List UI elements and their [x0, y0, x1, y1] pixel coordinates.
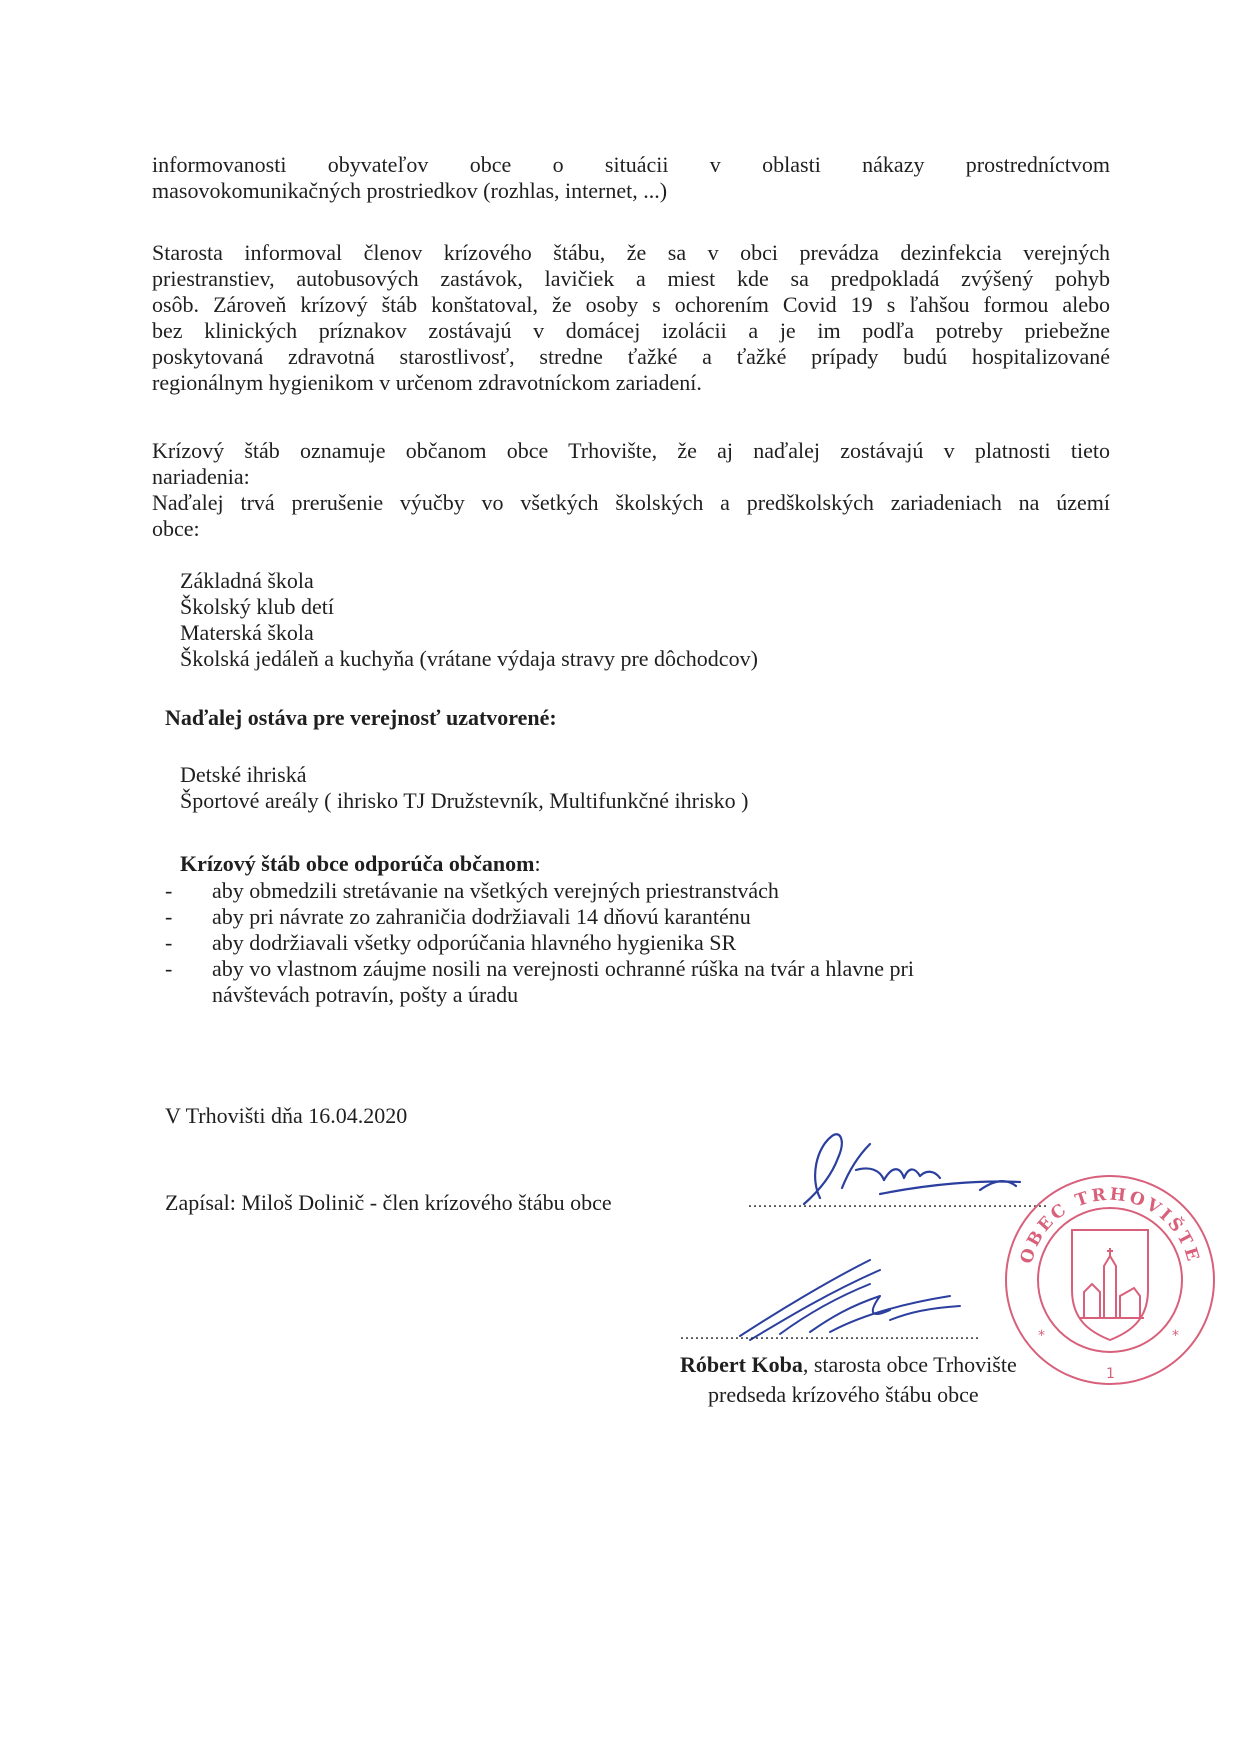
text-line: osôb. Zároveň krízový štáb konštatoval, že osoby s ochorením Covid 19 s ľahšou formou alebo — [152, 292, 1110, 317]
list-item — [165, 930, 1115, 956]
text-line: masovokomunikačných prostriedkov (rozhlas, internet, ...) — [152, 178, 668, 203]
list-item — [165, 956, 1115, 1008]
dotted-line: ............................................................ — [748, 1194, 1048, 1211]
recommend-heading-colon: : — [534, 851, 541, 876]
school-list — [180, 568, 1080, 672]
recommendation-list — [165, 878, 1115, 1008]
list-item — [165, 878, 1115, 904]
closed-list — [180, 762, 1080, 814]
text-line: priestranstiev, autobusových zastávok, lavičiek a miest kde sa predpokladá zvýšený pohyb — [152, 266, 1110, 291]
paragraph-disinfection — [152, 240, 1110, 396]
list-item-text: aby pri návrate zo zahraničia dodržiavali 14 dňovú karanténu — [212, 904, 751, 929]
list-item: Školská jedáleň a kuchyňa (vrátane výdaja stravy pre dôchodcov) — [180, 646, 758, 671]
text-line: regionálnym hygienikom v určenom zdravotníckom zariadení. — [152, 370, 702, 395]
text-line: Naďalej trvá prerušenie výučby vo všetkých školských a predškolských zariadeniach na území — [152, 490, 1110, 515]
recommend-heading — [180, 851, 1080, 877]
bullet-dash: - — [165, 930, 173, 955]
official-stamp — [1000, 1170, 1220, 1390]
recorder-line: Zapísal: Miloš Dolinič - člen krízového štábu obce — [165, 1190, 612, 1215]
mayor-role: predseda krízového štábu obce — [708, 1382, 979, 1407]
dotted-line: ............................................................ — [680, 1326, 980, 1343]
text-line: obce: — [152, 516, 200, 541]
list-item: Detské ihriská — [180, 762, 307, 787]
svg-text:1: 1 — [1106, 1366, 1115, 1382]
bullet-dash: - — [165, 904, 173, 929]
recommend-heading-text: Krízový štáb obce odporúča občanom — [180, 851, 535, 876]
bullet-dash: - — [165, 878, 173, 903]
text-line: bez klinických príznakov zostávajú v domácej izolácii a je im podľa potreby priebežne — [152, 318, 1110, 343]
text-line: poskytovaná zdravotná starostlivosť, stredne ťažké a ťažké prípady budú hospitalizované — [152, 344, 1110, 369]
svg-text:*: * — [1172, 1328, 1179, 1344]
svg-text:*: * — [1038, 1328, 1045, 1344]
closed-heading: Naďalej ostáva pre verejnosť uzatvorené: — [165, 705, 557, 730]
list-item: Materská škola — [180, 620, 314, 645]
bullet-dash: - — [165, 956, 173, 981]
list-item: Školský klub detí — [180, 594, 335, 619]
mayor-signature-line — [680, 1322, 1050, 1348]
text-line: Starosta informoval členov krízového štábu, že sa v obci prevádza dezinfekcia verejných — [152, 240, 1110, 265]
text-line: Krízový štáb oznamuje občanom obce Trhovište, že aj naďalej zostávajú v platnosti tieto — [152, 438, 1110, 463]
list-item-text: aby obmedzili stretávanie na všetkých verejných priestranstvách — [212, 878, 779, 903]
paragraph-information — [152, 152, 1110, 204]
place-date: V Trhovišti dňa 16.04.2020 — [165, 1103, 408, 1128]
stamp-text: OBEC TRHOVIŠTE — [1016, 1184, 1204, 1267]
text-line: nariadenia: — [152, 464, 250, 489]
list-item-text: aby vo vlastnom záujme nosili na verejnosti ochranné rúška na tvár a hlavne pri návštevách potravín, pošty a úradu — [212, 956, 914, 1007]
paragraph-regulations — [152, 438, 1110, 542]
list-item: Základná škola — [180, 568, 314, 593]
list-item-text: aby dodržiavali všetky odporúčania hlavného hygienika SR — [212, 930, 737, 955]
text-line: informovanosti obyvateľov obce o situácii v oblasti nákazy prostredníctvom — [152, 152, 1110, 177]
mayor-name: Róbert Koba — [680, 1352, 803, 1377]
list-item — [165, 904, 1115, 930]
list-item: Športové areály ( ihrisko TJ Družstevník, Multifunkčné ihrisko ) — [180, 788, 749, 813]
mayor-title: , starosta obce Trhovište — [802, 1352, 1017, 1377]
